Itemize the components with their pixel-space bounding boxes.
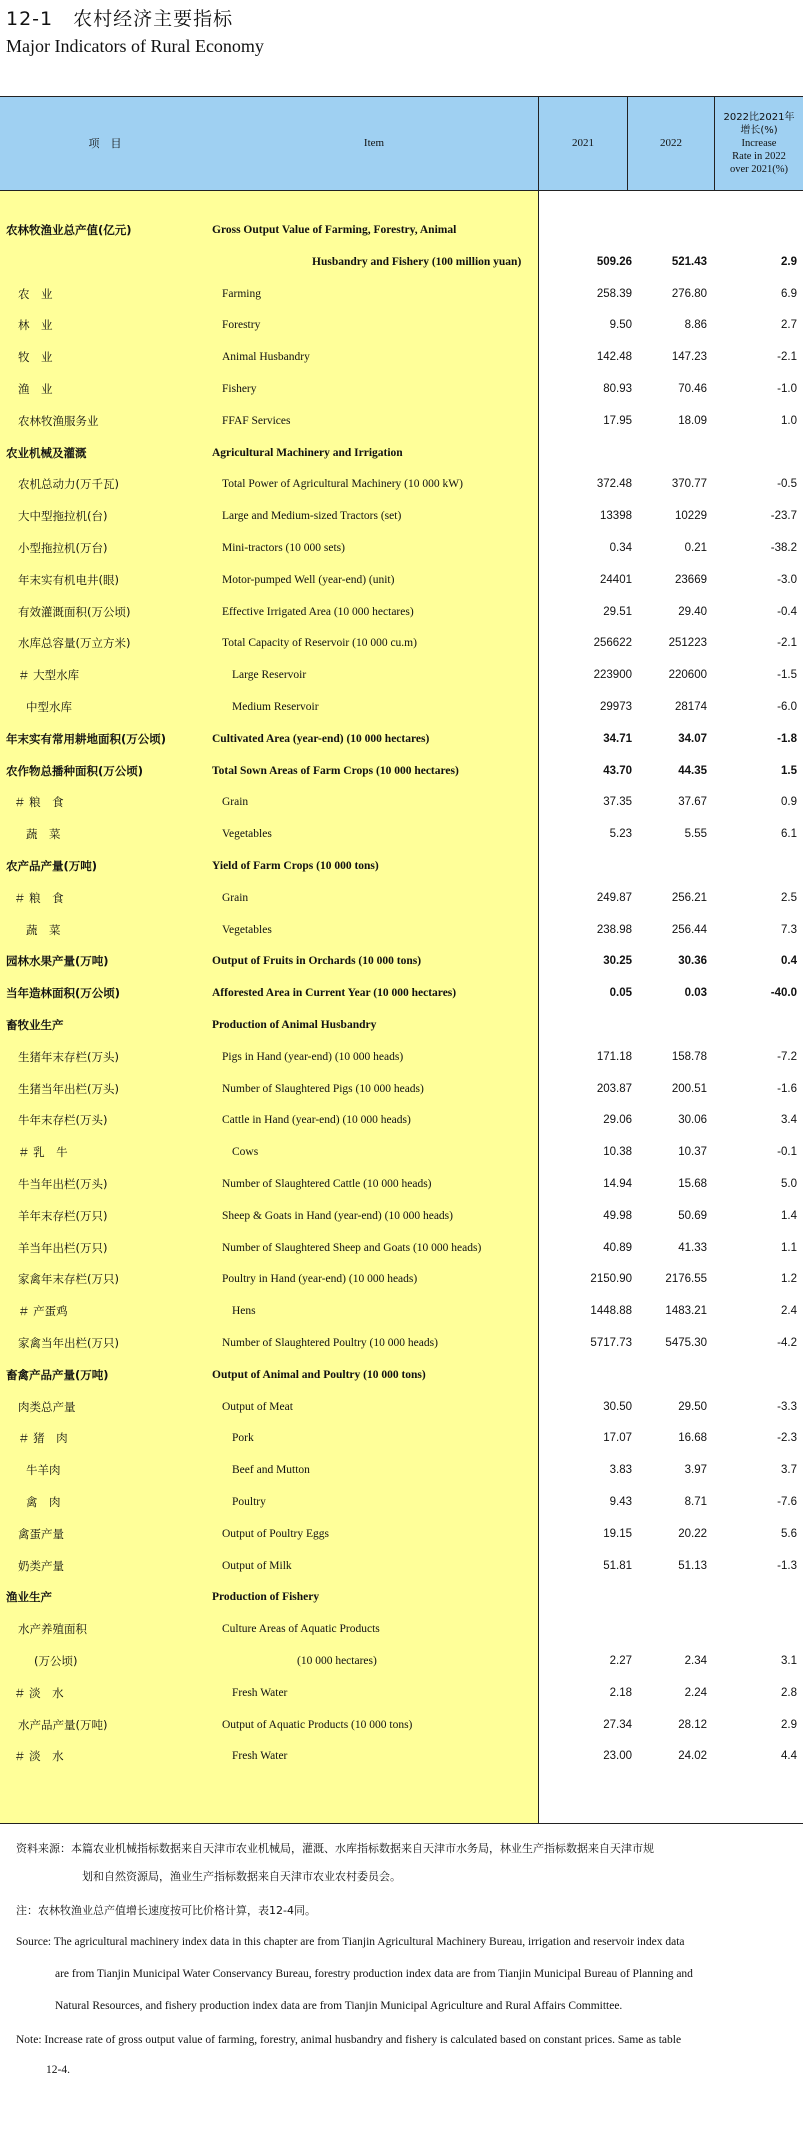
table-row [0, 278, 803, 310]
table-row [0, 659, 803, 691]
value-2022: 2176.55 [665, 1273, 707, 1286]
row-label-en: Total Capacity of Reservoir (10 000 cu.m) [222, 637, 417, 650]
row-label-en: Culture Areas of Aquatic Products [222, 1623, 380, 1636]
value-2022: 23669 [675, 573, 707, 586]
row-label-cn: 肉类总产量 [18, 1399, 76, 1414]
value-increase-rate: 1.5 [781, 764, 797, 777]
page-title: 12-1 农村经济主要指标 [6, 8, 234, 30]
table-bottom-rule [0, 1823, 803, 1824]
table-row [0, 532, 803, 564]
row-label-cn: 禽蛋产量 [18, 1526, 64, 1541]
value-2022: 41.33 [678, 1241, 707, 1254]
header-rate-line: 增长(%) [740, 124, 778, 136]
header-rate-line: over 2021(%) [729, 163, 789, 175]
value-increase-rate: -40.0 [770, 987, 797, 1000]
row-label-en: Large and Medium-sized Tractors (set) [222, 510, 402, 523]
header-rate [715, 96, 803, 190]
row-label-cn: 农作物总播种面积(万公顷) [6, 763, 144, 778]
indicator-table [0, 96, 803, 1824]
row-label-en: Production of Animal Husbandry [212, 1019, 377, 1031]
row-label-en: Hens [232, 1305, 256, 1318]
value-increase-rate: -38.2 [770, 542, 797, 554]
value-2022: 37.67 [678, 796, 707, 809]
table-row [0, 1645, 803, 1677]
value-increase-rate: 2.7 [781, 319, 797, 332]
header-rate-line: 2022比2021年 [723, 111, 795, 123]
row-label-en: Cattle in Hand (year-end) (10 000 heads) [222, 1114, 411, 1127]
header-item-en: Item [363, 137, 385, 149]
row-label-en: Sheep & Goats in Hand (year-end) (10 000 heads) [222, 1209, 453, 1222]
value-2021: 51.81 [603, 1559, 632, 1572]
table-row [0, 341, 803, 373]
value-2022: 256.44 [671, 923, 707, 936]
source-note-en: Source: The agricultural machinery index data in this chapter are from Tianjin Agricultural Machinery Bureau, irrigation and reservoir index data [16, 1936, 685, 1948]
value-increase-rate: -1.3 [777, 1559, 797, 1572]
row-label-cn: 蔬 菜 [26, 827, 61, 842]
row-label-en: Large Reservoir [232, 669, 307, 682]
value-2022: 5.55 [684, 828, 707, 841]
row-label-cn: 小型拖拉机(万台) [18, 541, 108, 555]
source-note-en-cont: Natural Resources, and fishery production index data are from Tianjin Municipal Agriculture and Rural Affairs Committee. [55, 2000, 623, 2012]
value-2021: 509.26 [596, 255, 632, 268]
row-label-en: Cultivated Area (year-end) (10 000 hectares) [212, 732, 430, 745]
row-label-en: FFAF Services [222, 414, 291, 427]
row-label-cn: 羊年末存栏(万只) [18, 1208, 108, 1223]
value-2021: 258.39 [596, 287, 632, 300]
value-increase-rate: -2.3 [777, 1432, 797, 1445]
value-2022: 200.51 [671, 1082, 707, 1095]
value-2022: 15.68 [678, 1178, 707, 1190]
value-2022: 0.21 [684, 542, 707, 554]
table-row [0, 1232, 803, 1264]
value-2022: 220600 [668, 669, 707, 682]
row-label-cn: 牛年末存栏(万头) [18, 1113, 108, 1128]
table-row [0, 1295, 803, 1327]
value-2022: 256.21 [671, 891, 707, 904]
row-label-en: Yield of Farm Crops (10 000 tons) [212, 860, 379, 872]
value-2021: 29.51 [603, 605, 632, 618]
table-row [0, 1073, 803, 1105]
row-label-en: Farming [222, 287, 261, 300]
value-2021: 142.48 [596, 351, 632, 364]
row-label-cn: ＃ 淡 水 [14, 1749, 64, 1764]
row-label-en: Output of Fruits in Orchards (10 000 tons) [212, 955, 422, 968]
value-2021: 2.18 [609, 1686, 632, 1699]
value-increase-rate: 1.4 [781, 1209, 797, 1222]
row-label-en: Mini-tractors (10 000 sets) [222, 542, 345, 554]
value-increase-rate: 1.1 [781, 1241, 797, 1254]
row-label-cn: 农业机械及灌溉 [6, 445, 87, 460]
row-label-en: Fresh Water [232, 1686, 288, 1699]
value-2021: 27.34 [603, 1718, 632, 1731]
value-2022: 147.23 [671, 351, 707, 364]
value-2022: 50.69 [678, 1209, 707, 1222]
table-row [0, 1518, 803, 1550]
row-label-en: Effective Irrigated Area (10 000 hectares) [222, 605, 414, 618]
value-increase-rate: -7.2 [777, 1050, 797, 1063]
row-label-en: Pork [232, 1432, 254, 1445]
header-2021: 2021 [572, 137, 594, 149]
table-row [0, 405, 803, 437]
value-2022: 276.80 [671, 287, 707, 300]
value-increase-rate: -4.2 [777, 1337, 797, 1349]
value-2022: 20.22 [678, 1527, 707, 1540]
value-2021: 14.94 [603, 1178, 632, 1190]
row-label-cn: 牛当年出栏(万头) [18, 1177, 108, 1191]
row-label-en: Output of Meat [222, 1400, 293, 1413]
value-2021: 171.18 [596, 1050, 632, 1063]
row-label-en: Number of Slaughtered Pigs (10 000 heads) [222, 1082, 424, 1095]
row-label-cn: 蔬 菜 [26, 922, 61, 937]
header-rate-line: Increase [741, 137, 777, 149]
value-2021: 5.23 [609, 828, 632, 841]
value-2022: 29.40 [678, 605, 707, 618]
value-2021: 0.34 [609, 542, 632, 554]
value-2022: 2.24 [684, 1686, 707, 1699]
value-increase-rate: -1.8 [777, 732, 797, 745]
row-label-cn: 水库总容量(万立方米) [18, 636, 131, 651]
note-cn: 注：农林牧渔业总产值增长速度按可比价格计算，表12-4同。 [16, 1904, 316, 1917]
value-2022: 10.37 [678, 1146, 707, 1159]
value-increase-rate: -23.7 [770, 510, 797, 523]
row-label-en: Number of Slaughtered Cattle (10 000 heads) [222, 1178, 432, 1190]
row-label-cn: 大中型拖拉机(台) [18, 509, 108, 524]
value-2022: 44.35 [678, 764, 707, 777]
row-label-cn: 水产养殖面积 [18, 1622, 87, 1637]
value-increase-rate: 5.6 [781, 1527, 797, 1540]
row-label-cn: 渔业生产 [6, 1590, 52, 1605]
table-row [0, 1391, 803, 1423]
header-bottom-rule [0, 190, 803, 191]
value-increase-rate: 0.4 [781, 955, 797, 968]
value-2022: 29.50 [678, 1400, 707, 1413]
value-2021: 49.98 [603, 1209, 632, 1222]
value-2022: 24.02 [678, 1750, 707, 1763]
table-row [0, 1136, 803, 1168]
value-2021: 13398 [600, 510, 632, 523]
value-increase-rate: -3.3 [777, 1400, 797, 1413]
row-label-en: Output of Animal and Poultry (10 000 tons) [212, 1368, 426, 1381]
value-2022: 8.71 [684, 1496, 707, 1508]
value-increase-rate: 3.7 [781, 1464, 797, 1477]
row-label-en: Husbandry and Fishery (100 million yuan) [312, 255, 522, 268]
row-label-en: Production of Fishery [212, 1591, 320, 1604]
note-en: Note: Increase rate of gross output value of farming, forestry, animal husbandry and fishery is calculated based on constant prices. Same as table [16, 2034, 682, 2046]
value-2021: 30.50 [603, 1400, 632, 1413]
row-label-cn: ＃ 猪 肉 [18, 1431, 68, 1446]
row-label-cn: 中型水库 [26, 700, 72, 714]
page-subtitle: Major Indicators of Rural Economy [6, 36, 264, 56]
table-row [0, 309, 803, 341]
table-row [0, 1677, 803, 1709]
value-2021: 223900 [593, 669, 632, 682]
value-2021: 24401 [600, 573, 632, 586]
value-increase-rate: 6.9 [781, 287, 797, 300]
row-label-en: Total Sown Areas of Farm Crops (10 000 hectares) [212, 764, 459, 777]
table-row [0, 1613, 803, 1645]
row-label-cn: 家禽当年出栏(万只) [18, 1336, 119, 1350]
value-2022: 10229 [675, 510, 707, 523]
value-2022: 1483.21 [665, 1305, 707, 1318]
table-row [0, 945, 803, 977]
row-label-en: Motor-pumped Well (year-end) (unit) [222, 573, 395, 586]
row-label-cn: ＃ 粮 食 [14, 795, 64, 810]
value-2021: 29973 [600, 701, 632, 713]
row-label-cn: 农机总动力(万千瓦) [18, 477, 119, 492]
value-increase-rate: 1.0 [781, 414, 797, 427]
source-note-cn: 资料来源：本篇农业机械指标数据来自天津市农业机械局，灌溉、水库指标数据来自天津市水务局，林业生产指标数据来自天津市规 [16, 1842, 654, 1855]
header-2022: 2022 [660, 137, 682, 149]
row-label-en: Agricultural Machinery and Irrigation [212, 446, 403, 459]
row-label-en: Poultry in Hand (year-end) (10 000 heads) [222, 1273, 418, 1286]
value-2022: 521.43 [671, 255, 707, 268]
value-2021: 2150.90 [590, 1273, 632, 1286]
row-label-cn: 奶类产量 [18, 1558, 64, 1573]
value-2022: 18.09 [678, 414, 707, 427]
value-2021: 43.70 [603, 764, 632, 777]
value-2021: 30.25 [603, 955, 632, 968]
row-label-cn: 牧 业 [18, 350, 53, 365]
value-increase-rate: 3.4 [781, 1114, 797, 1127]
value-increase-rate: 2.9 [781, 255, 797, 268]
value-2022: 28174 [675, 701, 707, 713]
value-increase-rate: 2.4 [781, 1305, 797, 1318]
value-2021: 256622 [593, 637, 632, 650]
row-label-en: Animal Husbandry [222, 351, 310, 364]
value-2021: 249.87 [596, 891, 632, 904]
row-label-cn: 农 业 [18, 286, 53, 301]
table-row [0, 723, 803, 755]
row-label-en: Medium Reservoir [232, 701, 319, 713]
value-2021: 17.07 [603, 1432, 632, 1445]
row-label-cn: 牛羊肉 [26, 1463, 61, 1478]
row-label-en: Fishery [222, 383, 257, 395]
row-label-en: Output of Aquatic Products (10 000 tons) [222, 1718, 413, 1731]
row-label-cn: 羊当年出栏(万只) [18, 1240, 108, 1255]
row-label-en: Number of Slaughtered Sheep and Goats (10 000 heads) [222, 1241, 482, 1254]
value-2022: 370.77 [671, 478, 707, 491]
value-2021: 2.27 [609, 1655, 632, 1667]
row-label-en: Grain [222, 796, 249, 809]
table-row [0, 1009, 803, 1041]
table-row [0, 468, 803, 500]
row-label-en: Pigs in Hand (year-end) (10 000 heads) [222, 1050, 404, 1063]
value-increase-rate: 1.2 [781, 1273, 797, 1286]
table-row [0, 437, 803, 469]
value-2022: 30.06 [678, 1114, 707, 1127]
table-row [0, 1263, 803, 1295]
table-row [0, 1041, 803, 1073]
value-2021: 5717.73 [590, 1337, 632, 1349]
table-row [0, 596, 803, 628]
value-increase-rate: 4.4 [781, 1750, 797, 1763]
table-row [0, 977, 803, 1009]
value-2021: 19.15 [603, 1527, 632, 1540]
value-increase-rate: -2.1 [777, 637, 797, 650]
table-row [0, 1327, 803, 1359]
value-2021: 9.50 [609, 319, 632, 332]
value-increase-rate: -1.6 [777, 1082, 797, 1095]
header-rate-line: Rate in 2022 [732, 150, 786, 162]
value-increase-rate: -6.0 [777, 701, 797, 713]
row-label-en: Afforested Area in Current Year (10 000 hectares) [212, 987, 457, 1000]
value-2022: 16.68 [678, 1432, 707, 1445]
table-row [0, 1422, 803, 1454]
value-increase-rate: 7.3 [781, 923, 797, 936]
value-increase-rate: -0.5 [777, 478, 797, 491]
row-label-en: Total Power of Agricultural Machinery (10 000 kW) [222, 478, 463, 491]
row-label-cn: 农林牧渔服务业 [18, 413, 99, 428]
value-2021: 238.98 [596, 923, 632, 936]
row-label-cn: ＃ 乳 牛 [18, 1145, 68, 1160]
value-increase-rate: -3.0 [777, 573, 797, 586]
value-2021: 17.95 [603, 414, 632, 427]
value-2021: 3.83 [609, 1464, 632, 1477]
table-row [0, 500, 803, 532]
table-row [0, 1486, 803, 1518]
table-row [0, 214, 803, 246]
row-label-cn: ＃ 粮 食 [14, 890, 64, 905]
value-2022: 28.12 [678, 1718, 707, 1731]
value-increase-rate: 3.1 [781, 1655, 797, 1667]
row-label-cn: 林 业 [18, 318, 53, 333]
value-2021: 372.48 [596, 478, 632, 491]
row-label-en: Beef and Mutton [232, 1464, 310, 1477]
value-2021: 203.87 [596, 1082, 632, 1095]
value-increase-rate: -0.1 [777, 1146, 797, 1159]
row-label-cn: 园林水果产量(万吨) [6, 954, 109, 969]
row-label-en: Vegetables [222, 828, 272, 841]
row-label-cn: 农产品产量(万吨) [6, 859, 98, 873]
value-2022: 5475.30 [665, 1337, 707, 1349]
value-2021: 29.06 [603, 1114, 632, 1127]
table-row [0, 564, 803, 596]
row-label-cn: 生猪年末存栏(万头) [18, 1049, 119, 1064]
value-2022: 0.03 [684, 987, 707, 1000]
table-row [0, 1454, 803, 1486]
value-2022: 251223 [668, 637, 707, 650]
row-label-cn: ＃ 大型水库 [18, 668, 80, 683]
row-label-en: Output of Milk [222, 1559, 292, 1572]
table-row [0, 818, 803, 850]
table-row [0, 1709, 803, 1741]
row-label-cn: 水产品产量(万吨) [18, 1717, 108, 1732]
source-note-cn-cont: 划和自然资源局，渔业生产指标数据来自天津市农业农村委员会。 [82, 1870, 401, 1883]
table-row [0, 373, 803, 405]
row-label-en: (10 000 hectares) [297, 1655, 377, 1667]
value-2021: 9.43 [609, 1496, 632, 1508]
value-2022: 8.86 [684, 319, 707, 332]
value-increase-rate: 2.5 [781, 891, 797, 904]
table-row [0, 1581, 803, 1613]
value-2022: 34.07 [678, 732, 707, 745]
row-label-cn: 当年造林面积(万公顷) [6, 986, 121, 1001]
row-label-cn: 有效灌溉面积(万公顷) [18, 604, 131, 619]
row-label-cn: ＃ 淡 水 [14, 1685, 64, 1700]
value-2021: 1448.88 [590, 1305, 632, 1318]
value-increase-rate: -1.5 [777, 669, 797, 682]
row-label-cn: ＃ 产蛋鸡 [18, 1304, 68, 1319]
row-label-en: Output of Poultry Eggs [222, 1527, 330, 1540]
row-label-en: Fresh Water [232, 1750, 288, 1763]
row-label-en: Number of Slaughtered Poultry (10 000 heads) [222, 1337, 438, 1349]
table-row [0, 1200, 803, 1232]
row-label-en: Grain [222, 891, 249, 904]
value-2021: 40.89 [603, 1241, 632, 1254]
value-2021: 37.35 [603, 796, 632, 809]
value-increase-rate: 2.8 [781, 1686, 797, 1699]
row-label-en: Forestry [222, 319, 261, 332]
note-en-cont: 12-4. [46, 2064, 70, 2076]
value-2022: 30.36 [678, 955, 707, 968]
row-label-cn: 生猪当年出栏(万头) [18, 1081, 119, 1096]
row-label-cn: 畜禽产品产量(万吨) [6, 1367, 109, 1382]
row-label-cn: 年末实有常用耕地面积(万公顷) [6, 731, 167, 746]
value-increase-rate: -1.0 [777, 383, 797, 395]
value-increase-rate: 0.9 [781, 796, 797, 809]
table-row [0, 1740, 803, 1772]
table-row [0, 850, 803, 882]
table-row [0, 1168, 803, 1200]
value-2021: 0.05 [609, 987, 632, 1000]
value-2022: 3.97 [684, 1464, 707, 1477]
table-row [0, 691, 803, 723]
row-label-cn: 年末实有机电井(眼) [18, 572, 119, 587]
row-label-en: Cows [232, 1146, 259, 1159]
table-row [0, 1550, 803, 1582]
row-label-cn: 禽 肉 [26, 1495, 61, 1509]
table-row [0, 914, 803, 946]
row-label-en: Gross Output Value of Farming, Forestry, Animal [212, 224, 457, 236]
source-note-en-cont: are from Tianjin Municipal Water Conservancy Bureau, forestry production index data are from Tianjin Municipal Bureau of Planning and [55, 1968, 693, 1980]
row-label-cn: (万公顷) [34, 1654, 78, 1668]
row-label-cn: 家禽年末存栏(万只) [18, 1272, 119, 1287]
value-increase-rate: -2.1 [777, 351, 797, 364]
value-increase-rate: 5.0 [781, 1178, 797, 1190]
value-2021: 80.93 [603, 383, 632, 395]
value-increase-rate: 2.9 [781, 1718, 797, 1731]
value-increase-rate: -0.4 [777, 605, 797, 618]
table-row [0, 1104, 803, 1136]
table-row [0, 246, 803, 278]
table-row [0, 786, 803, 818]
table-row [0, 755, 803, 787]
value-2022: 51.13 [678, 1559, 707, 1572]
row-label-en: Poultry [232, 1496, 266, 1508]
header-item-cn: 项 目 [88, 137, 122, 150]
value-2022: 158.78 [671, 1050, 707, 1063]
table-row [0, 627, 803, 659]
row-label-cn: 渔 业 [18, 382, 53, 396]
table-row [0, 1359, 803, 1391]
value-2021: 34.71 [603, 732, 632, 745]
row-label-cn: 农林牧渔业总产值(亿元) [6, 223, 132, 237]
value-increase-rate: -7.6 [777, 1496, 797, 1508]
value-2021: 10.38 [603, 1146, 632, 1159]
value-2022: 2.34 [684, 1655, 707, 1667]
row-label-en: Vegetables [222, 923, 272, 936]
value-2022: 70.46 [678, 383, 707, 395]
value-increase-rate: 6.1 [781, 828, 797, 841]
row-label-cn: 畜牧业生产 [6, 1018, 64, 1032]
table-row [0, 882, 803, 914]
value-2021: 23.00 [603, 1750, 632, 1763]
